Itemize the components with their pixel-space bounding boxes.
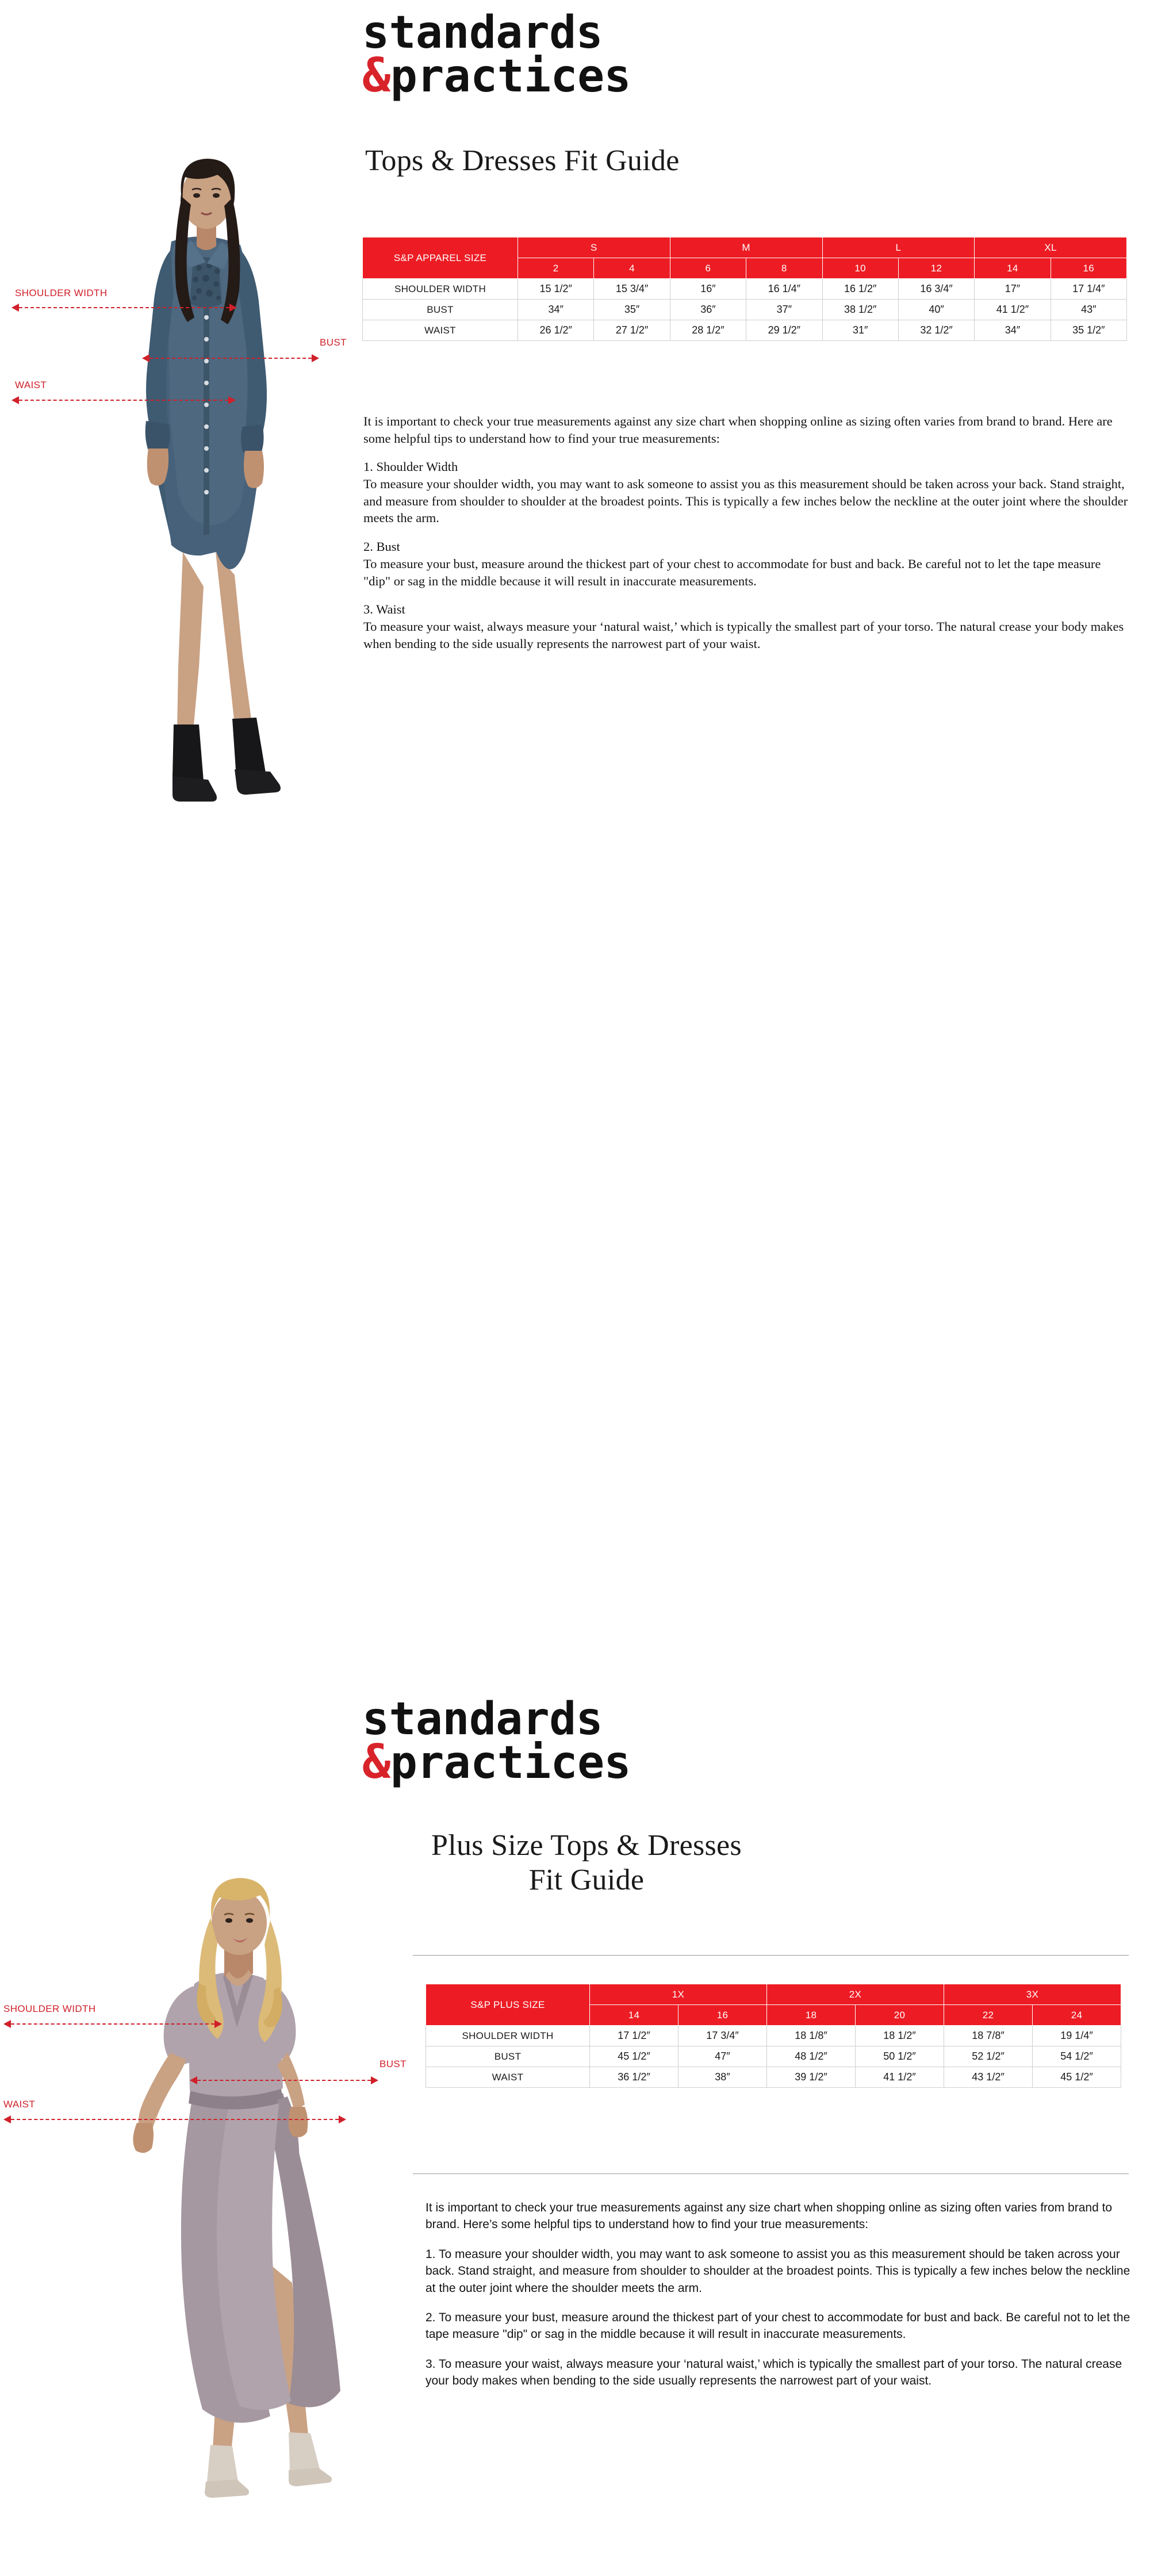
annotation-bust-label: BUST bbox=[379, 2058, 407, 2069]
annotation-bust-plus bbox=[379, 2058, 407, 2070]
arrow-left-icon bbox=[12, 396, 19, 404]
annotation-bust-label: BUST bbox=[320, 337, 347, 348]
measure-cell: 29 1/2″ bbox=[746, 320, 822, 341]
size-chart-standard bbox=[362, 237, 1127, 341]
measure-cell: 28 1/2″ bbox=[670, 320, 746, 341]
intro-paragraph: It is important to check your true measurements against any size chart when shopping online as sizing often varies from brand to brand. Here are some helpful tips to understand how to find your true measurements: bbox=[363, 414, 1113, 446]
measure-cell: 37″ bbox=[746, 300, 822, 320]
annotation-waist-label: WAIST bbox=[15, 379, 47, 390]
tip-heading-3: 3. Waist bbox=[363, 602, 405, 617]
us-size-cell: 4 bbox=[594, 258, 670, 279]
header-size-1x: 1X bbox=[590, 1984, 767, 2005]
brand-logo-line1: standards bbox=[362, 1693, 603, 1745]
row-label-bust: BUST bbox=[426, 2046, 590, 2067]
measure-cell: 27 1/2″ bbox=[594, 320, 670, 341]
measure-cell: 39 1/2″ bbox=[767, 2067, 856, 2088]
brand-logo-line2 bbox=[362, 48, 631, 103]
measure-cell: 47″ bbox=[678, 2046, 767, 2067]
table-row bbox=[363, 320, 1127, 341]
measure-cell: 16″ bbox=[670, 279, 746, 300]
header-size-2x: 2X bbox=[767, 1984, 944, 2005]
arrow-right-icon bbox=[339, 2115, 346, 2123]
measure-cell: 34″ bbox=[518, 300, 594, 320]
dashed-line bbox=[11, 2119, 339, 2120]
row-label-shoulder-width: SHOULDER WIDTH bbox=[363, 279, 518, 300]
dashed-line bbox=[150, 358, 312, 359]
measure-cell: 48 1/2″ bbox=[767, 2046, 856, 2067]
header-plus-size: S&P PLUS SIZE bbox=[426, 1984, 590, 2026]
annotation-shoulder-width-standard bbox=[15, 288, 239, 299]
plus-size-fit-guide-section bbox=[0, 851, 1150, 2388]
us-size-cell: 12 bbox=[898, 258, 974, 279]
header-size-m: M bbox=[670, 237, 822, 258]
page-title-standard: Tops & Dresses Fit Guide bbox=[365, 144, 680, 177]
table-row bbox=[426, 2067, 1121, 2088]
standard-body-copy bbox=[363, 413, 1128, 652]
measure-cell: 34″ bbox=[975, 320, 1051, 341]
header-size-xl: XL bbox=[975, 237, 1127, 258]
brand-logo-line1: standards bbox=[362, 7, 603, 59]
measure-cell: 31″ bbox=[822, 320, 898, 341]
row-label-waist: WAIST bbox=[363, 320, 518, 341]
us-size-cell: 14 bbox=[590, 2005, 678, 2026]
measure-cell: 40″ bbox=[898, 300, 974, 320]
divider-top bbox=[413, 1955, 1129, 1956]
model-photo-plus bbox=[80, 1863, 391, 2576]
measure-cell: 32 1/2″ bbox=[898, 320, 974, 341]
table-row bbox=[363, 279, 1127, 300]
measure-cell: 17 1/4″ bbox=[1051, 279, 1126, 300]
annotation-waist-plus bbox=[3, 2099, 35, 2110]
annotation-bust-line-standard bbox=[142, 352, 324, 364]
annotation-shoulder-width-label: SHOULDER WIDTH bbox=[15, 288, 108, 298]
arrow-left-icon bbox=[3, 2020, 11, 2028]
measure-cell: 45 1/2″ bbox=[590, 2046, 678, 2067]
header-size-3x: 3X bbox=[944, 1984, 1121, 2005]
us-size-cell: 8 bbox=[746, 258, 822, 279]
measure-cell: 36 1/2″ bbox=[590, 2067, 678, 2088]
annotation-shoulder-width-line-plus bbox=[3, 2018, 227, 2030]
table-header-row-sizes bbox=[426, 1984, 1121, 2005]
size-chart-plus bbox=[425, 1984, 1121, 2088]
tip-text-1: To measure your shoulder width, you may want to ask someone to assist you as this measurement should be taken across your back. Stand straight, and measure from shoulder to shoulder at the broadest points. This is typically a few inches below the neckline at the outer joint where the shoulder meets the arm. bbox=[363, 477, 1128, 526]
page-title-plus-line2: Fit Guide bbox=[528, 1863, 645, 1896]
us-size-cell: 6 bbox=[670, 258, 746, 279]
plus-body-copy bbox=[425, 2199, 1133, 2390]
dashed-line bbox=[19, 400, 228, 401]
measure-cell: 35 1/2″ bbox=[1051, 320, 1126, 341]
measure-cell: 16 1/2″ bbox=[822, 279, 898, 300]
measure-cell: 50 1/2″ bbox=[856, 2046, 944, 2067]
arrow-right-icon bbox=[214, 2020, 222, 2028]
arrow-right-icon bbox=[228, 396, 236, 404]
table-header-row-sizes bbox=[363, 237, 1127, 258]
us-size-cell: 10 bbox=[822, 258, 898, 279]
arrow-left-icon bbox=[12, 304, 19, 312]
dashed-line bbox=[197, 2080, 371, 2081]
measure-cell: 43 1/2″ bbox=[944, 2067, 1033, 2088]
table-row bbox=[363, 300, 1127, 320]
measure-cell: 36″ bbox=[670, 300, 746, 320]
dashed-line bbox=[11, 2023, 214, 2025]
us-size-cell: 24 bbox=[1033, 2005, 1121, 2026]
measure-cell: 35″ bbox=[594, 300, 670, 320]
tip-text-2: To measure your bust, measure around the thickest part of your chest to accommodate for bust and back. Be careful not to let the tape measure "dip" or sag in the middle because it will result in inaccurate measurements. bbox=[363, 556, 1101, 588]
annotation-shoulder-width-plus bbox=[3, 2003, 96, 2015]
measure-cell: 43″ bbox=[1051, 300, 1126, 320]
page-title-plus-line1: Plus Size Tops & Dresses bbox=[431, 1829, 742, 1862]
plus-paragraph-3: 3. To measure your waist, always measure your ‘natural waist,’ which is typically the smallest part of your torso. The natural crease your body makes when bending to the side usually represents the narrowest part of your waist. bbox=[425, 2357, 1122, 2388]
annotation-shoulder-width-label: SHOULDER WIDTH bbox=[3, 2003, 96, 2014]
measure-cell: 19 1/4″ bbox=[1033, 2026, 1121, 2046]
brand-logo-plus bbox=[362, 1693, 631, 1789]
measure-cell: 38″ bbox=[678, 2067, 767, 2088]
us-size-cell: 14 bbox=[975, 258, 1051, 279]
model-photo-standard bbox=[86, 150, 328, 839]
measure-cell: 16 1/4″ bbox=[746, 279, 822, 300]
measure-cell: 52 1/2″ bbox=[944, 2046, 1033, 2067]
plus-paragraph-2: 2. To measure your bust, measure around the thickest part of your chest to accommodate for bust and back. Be careful not to let the tape measure "dip" or sag in the middle because it will result in inaccurate measurements. bbox=[425, 2310, 1130, 2341]
standard-fit-guide-section bbox=[0, 0, 1150, 851]
measure-cell: 41 1/2″ bbox=[975, 300, 1051, 320]
measure-cell: 54 1/2″ bbox=[1033, 2046, 1121, 2067]
plus-paragraph-1: 1. To measure your shoulder width, you may want to ask someone to assist you as this measurement should be taken across your back. Stand straight, and measure from shoulder to shoulder at the broadest points. This is typically a few inches below the neckline at the outer joint where the shoulder meets the arm. bbox=[425, 2247, 1130, 2295]
plus-paragraph-intro: It is important to check your true measurements against any size chart when shopping online as sizing often varies from brand to brand. Here’s some helpful tips to understand how to find your true measurements: bbox=[425, 2201, 1113, 2232]
measure-cell: 15 1/2″ bbox=[518, 279, 594, 300]
annotation-shoulder-width-line-standard bbox=[12, 302, 241, 313]
measure-cell: 41 1/2″ bbox=[856, 2067, 944, 2088]
us-size-cell: 22 bbox=[944, 2005, 1033, 2026]
measure-cell: 17″ bbox=[975, 279, 1051, 300]
measure-cell: 15 3/4″ bbox=[594, 279, 670, 300]
row-label-shoulder-width: SHOULDER WIDTH bbox=[426, 2026, 590, 2046]
measure-cell: 17 3/4″ bbox=[678, 2026, 767, 2046]
measure-cell: 45 1/2″ bbox=[1033, 2067, 1121, 2088]
dashed-line bbox=[19, 307, 229, 308]
measure-cell: 17 1/2″ bbox=[590, 2026, 678, 2046]
measure-cell: 16 3/4″ bbox=[898, 279, 974, 300]
annotation-waist-label: WAIST bbox=[3, 2099, 36, 2110]
row-label-waist: WAIST bbox=[426, 2067, 590, 2088]
arrow-right-icon bbox=[371, 2076, 378, 2084]
measure-cell: 18 1/2″ bbox=[856, 2026, 944, 2046]
us-size-cell: 16 bbox=[1051, 258, 1126, 279]
annotation-waist-line-standard bbox=[12, 394, 240, 406]
table-row bbox=[426, 2026, 1121, 2046]
brand-logo-word-practices: practices bbox=[390, 1736, 631, 1789]
annotation-bust-standard bbox=[320, 337, 347, 348]
annotation-waist-standard bbox=[15, 379, 47, 391]
brand-logo bbox=[362, 7, 631, 103]
tip-text-3: To measure your waist, always measure your ‘natural waist,’ which is typically the smallest part of your torso. The natural crease your body makes when bending to the side usually represents the narrowest part of your waist. bbox=[363, 619, 1124, 651]
annotation-bust-line-plus bbox=[190, 2075, 383, 2086]
arrow-left-icon bbox=[3, 2115, 11, 2123]
page-title-plus bbox=[368, 1828, 805, 1897]
row-label-bust: BUST bbox=[363, 300, 518, 320]
measure-cell: 38 1/2″ bbox=[822, 300, 898, 320]
brand-logo-line2 bbox=[362, 1734, 631, 1789]
measure-cell: 18 1/8″ bbox=[767, 2026, 856, 2046]
us-size-cell: 20 bbox=[856, 2005, 944, 2026]
brand-logo-word-practices: practices bbox=[390, 50, 631, 102]
measure-cell: 26 1/2″ bbox=[518, 320, 594, 341]
us-size-cell: 16 bbox=[678, 2005, 767, 2026]
measure-cell: 18 7/8″ bbox=[944, 2026, 1033, 2046]
us-size-cell: 18 bbox=[767, 2005, 856, 2026]
header-size-l: L bbox=[822, 237, 975, 258]
header-apparel-size: S&P APPAREL SIZE bbox=[363, 237, 518, 279]
annotation-waist-line-plus bbox=[3, 2114, 351, 2125]
tip-heading-2: 2. Bust bbox=[363, 539, 400, 554]
arrow-left-icon bbox=[142, 354, 150, 362]
brand-logo-ampersand: & bbox=[362, 48, 390, 103]
tip-heading-1: 1. Shoulder Width bbox=[363, 459, 458, 474]
brand-logo-ampersand: & bbox=[362, 1734, 390, 1789]
arrow-right-icon bbox=[229, 304, 237, 312]
header-size-s: S bbox=[518, 237, 670, 258]
us-size-cell: 2 bbox=[518, 258, 594, 279]
arrow-left-icon bbox=[190, 2076, 197, 2084]
table-row bbox=[426, 2046, 1121, 2067]
arrow-right-icon bbox=[312, 354, 319, 362]
